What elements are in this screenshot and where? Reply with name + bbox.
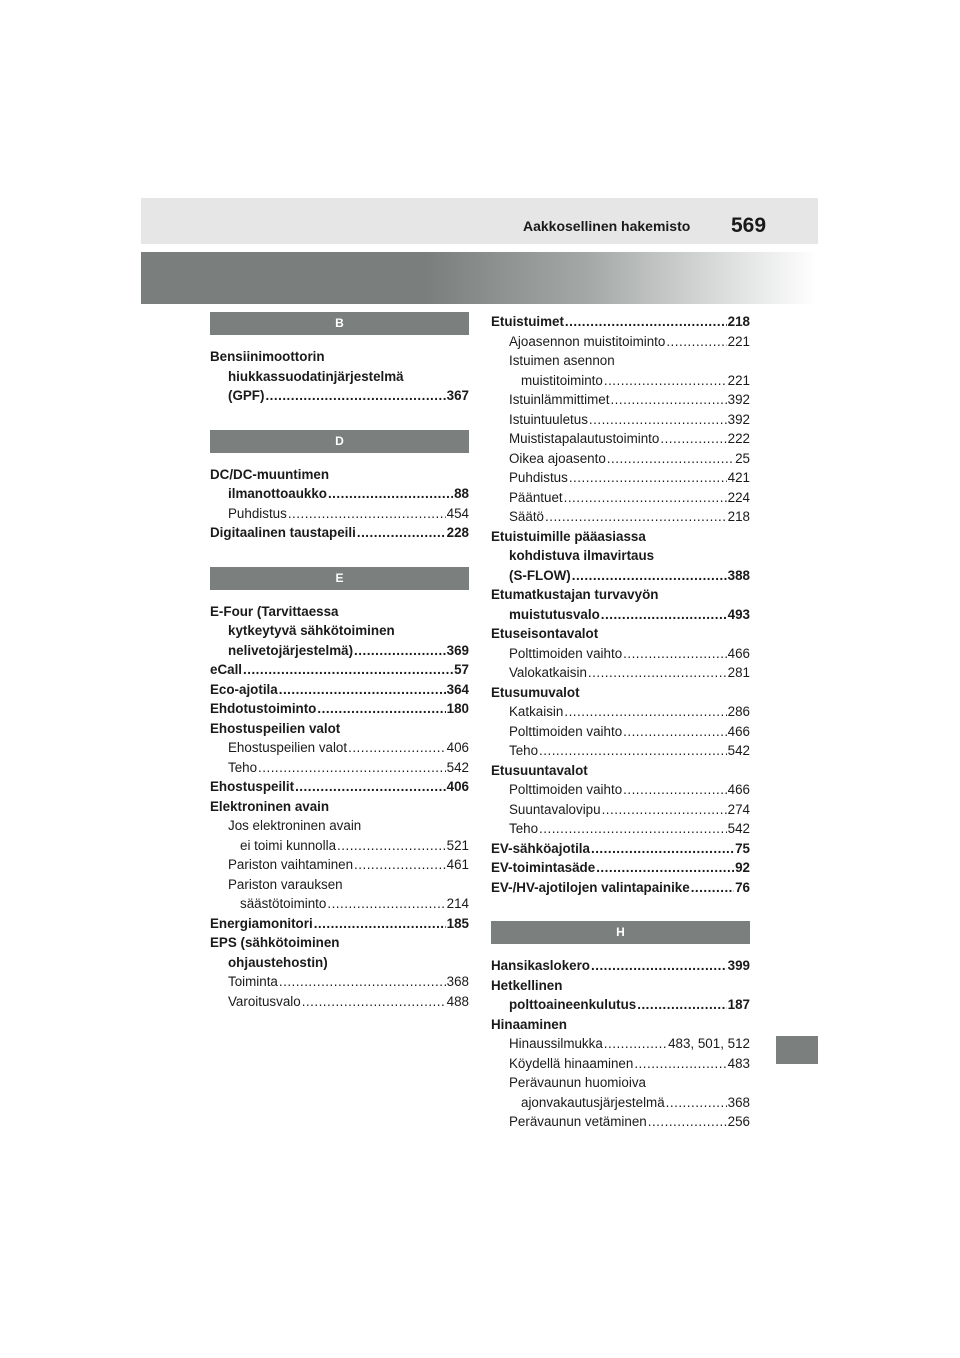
index-entry-term: Suuntavalovipu xyxy=(509,801,601,817)
index-entry-page: 542 xyxy=(727,821,750,836)
index-entry xyxy=(210,914,469,934)
index-entry xyxy=(210,777,469,797)
dot-leader xyxy=(602,800,727,820)
section-header-h: H xyxy=(491,921,750,944)
index-entry-page: 281 xyxy=(727,665,750,680)
index-entry-page: 228 xyxy=(446,525,469,540)
dot-leader xyxy=(666,1093,727,1113)
index-entry-page: 57 xyxy=(454,662,469,677)
index-heading: EPS (sähkötoiminen xyxy=(210,935,340,950)
dot-leader xyxy=(258,758,446,778)
index-entry xyxy=(491,371,750,391)
index-column-right xyxy=(491,312,750,1132)
index-heading: E-Four (Tarvittaessa xyxy=(210,603,339,619)
header-banner xyxy=(141,252,818,304)
dot-leader xyxy=(354,641,446,661)
index-entry-term: Teho xyxy=(228,759,258,775)
dot-leader xyxy=(604,1034,667,1054)
index-entry xyxy=(210,855,469,875)
index-entry-term: Eco-ajotila xyxy=(210,681,278,697)
index-entry xyxy=(210,386,469,406)
index-entry-term: Perävaunun vetäminen xyxy=(509,1114,647,1129)
index-entry-page: 274 xyxy=(727,801,750,817)
dot-leader xyxy=(588,663,727,683)
dot-leader xyxy=(666,332,726,352)
dot-leader xyxy=(279,972,446,992)
index-entry-term: Hansikaslokero xyxy=(491,958,590,973)
index-entry xyxy=(210,523,469,543)
index-entry-term: Istuinlämmittimet xyxy=(509,392,610,407)
index-entry-page: 187 xyxy=(727,997,750,1012)
index-entry-term: Ehdotustoiminto xyxy=(210,701,317,716)
dot-leader xyxy=(623,644,727,664)
index-entry-term: Toiminta xyxy=(228,974,278,989)
index-entry-page: 466 xyxy=(727,723,750,739)
index-entry-term: Teho xyxy=(509,821,539,836)
index-entry-term: muistutusvalo xyxy=(509,606,600,622)
index-entry-page: 256 xyxy=(727,1114,750,1129)
index-entry-term: muistitoiminto xyxy=(521,372,603,388)
dot-leader xyxy=(317,699,445,719)
dot-leader xyxy=(564,702,726,722)
index-entry-term: säästötoiminto xyxy=(240,896,327,911)
index-entry-page: 221 xyxy=(727,372,750,388)
dot-leader xyxy=(569,468,727,488)
index-entry xyxy=(210,972,469,992)
index-entry xyxy=(210,680,469,700)
index-heading: Jos elektroninen avain xyxy=(228,818,362,833)
index-entry-term: Polttimoiden vaihto xyxy=(509,645,623,661)
dot-leader xyxy=(596,858,734,878)
index-entry-page: 461 xyxy=(446,857,469,872)
index-heading: Hetkellinen xyxy=(491,977,563,993)
index-entry xyxy=(491,566,750,586)
dot-leader xyxy=(572,566,727,586)
dot-leader xyxy=(607,449,734,469)
index-heading: kohdistuva ilmavirtaus xyxy=(509,548,655,563)
dot-leader xyxy=(314,914,446,934)
index-heading: Bensiinimoottorin xyxy=(210,349,325,364)
index-entry-page: 521 xyxy=(446,837,469,853)
dot-leader xyxy=(327,894,445,914)
dot-leader xyxy=(337,836,446,856)
dot-leader xyxy=(634,1054,726,1074)
index-entry-term: Etuistuimet xyxy=(491,314,564,329)
index-entry-page: 286 xyxy=(727,704,750,719)
index-entry-term: Istuintuuletus xyxy=(509,411,588,427)
page-header xyxy=(141,198,818,244)
dot-leader xyxy=(623,780,727,800)
index-entry xyxy=(491,449,750,469)
index-heading: Pariston varauksen xyxy=(228,876,343,892)
index-entry-page: 368 xyxy=(446,974,469,989)
index-entry-page: 406 xyxy=(446,779,469,794)
index-entry-term: EV-/HV-ajotilojen valintapainike xyxy=(491,879,690,895)
dot-leader xyxy=(243,660,453,680)
index-entry-term: Valokatkaisin xyxy=(509,665,587,680)
index-entry-page: 25 xyxy=(735,450,750,466)
index-heading: Perävaunun huomioiva xyxy=(509,1075,646,1090)
index-entry xyxy=(491,1034,750,1054)
dot-leader xyxy=(288,504,446,524)
index-entry xyxy=(491,1054,750,1074)
index-entry-page: 224 xyxy=(727,489,750,505)
index-entry-page: 185 xyxy=(446,915,469,931)
index-entry xyxy=(210,758,469,778)
index-entry-term: nelivetojärjestelmä) xyxy=(228,642,354,658)
dot-leader xyxy=(265,386,445,406)
index-heading: kytkeytyvä sähkötoiminen xyxy=(228,623,395,638)
header-title: Aakkosellinen hakemisto xyxy=(523,218,691,234)
dot-leader xyxy=(539,741,727,761)
index-entry-term: Pariston vaihtaminen xyxy=(228,857,354,872)
chapter-tab xyxy=(776,1036,818,1064)
index-heading: Etuistuimille pääasiassa xyxy=(491,528,646,544)
index-entry xyxy=(491,312,750,332)
index-entry-term: Polttimoiden vaihto xyxy=(509,723,623,739)
dot-leader xyxy=(589,410,727,430)
index-entry xyxy=(491,488,750,508)
index-heading: Etusuuntavalot xyxy=(491,762,588,778)
dot-leader xyxy=(604,371,727,391)
index-heading: ohjaustehostin) xyxy=(228,954,328,970)
index-heading: Ehostuspeilien valot xyxy=(210,720,341,736)
index-entry-page: 542 xyxy=(446,759,469,775)
index-entry-page: 466 xyxy=(727,645,750,661)
index-entry-page: 92 xyxy=(735,860,750,875)
index-entry-page: 493 xyxy=(727,606,750,622)
index-entry xyxy=(491,644,750,664)
dot-leader xyxy=(601,605,727,625)
dot-leader xyxy=(295,777,446,797)
index-entry-term: Pääntuet xyxy=(509,489,563,505)
index-entry xyxy=(491,780,750,800)
index-entry-page: 180 xyxy=(446,701,469,716)
index-entry-page: 369 xyxy=(446,642,469,658)
index-entry-page: 483, 501, 512 xyxy=(668,1036,750,1051)
index-entry-page: 392 xyxy=(727,411,750,427)
index-entry-term: Digitaalinen taustapeili xyxy=(210,525,356,540)
index-entry-page: 399 xyxy=(727,958,750,973)
index-entry-term: Varoitusvalo xyxy=(228,993,301,1009)
index-entry-page: 483 xyxy=(727,1055,750,1071)
index-entry xyxy=(491,839,750,859)
index-entry-term: eCall xyxy=(210,662,243,677)
index-entry-page: 406 xyxy=(446,740,469,755)
index-entry-page: 367 xyxy=(446,388,469,403)
index-heading: DC/DC-muuntimen xyxy=(210,466,330,482)
index-heading: Etuseisontavalot xyxy=(491,626,599,641)
index-entry-page: 368 xyxy=(727,1094,750,1110)
index-entry-term: Ajoasennon muistitoiminto xyxy=(509,333,666,349)
index-entry-term: (GPF) xyxy=(228,388,265,403)
dot-leader xyxy=(591,839,734,859)
index-entry-page: 542 xyxy=(727,743,750,758)
dot-leader xyxy=(302,992,446,1012)
index-entry xyxy=(491,390,750,410)
index-entry xyxy=(210,660,469,680)
index-entry xyxy=(491,468,750,488)
index-entry xyxy=(491,332,750,352)
index-entry-term: Ehostuspeilien valot xyxy=(228,740,348,755)
section-header-e: E xyxy=(210,567,469,590)
index-entry-term: EV-sähköajotila xyxy=(491,840,590,856)
index-heading: Istuimen asennon xyxy=(509,353,615,368)
index-entry xyxy=(491,995,750,1015)
index-entry-term: (S-FLOW) xyxy=(509,567,571,583)
index-entry-term: polttoaineenkulutus xyxy=(509,997,637,1012)
index-heading: Etumatkustajan turvavyön xyxy=(491,587,659,602)
index-entry-term: ajonvakautusjärjestelmä xyxy=(521,1094,665,1110)
dot-leader xyxy=(591,956,727,976)
index-entry xyxy=(491,858,750,878)
index-entry-term: Köydellä hinaaminen xyxy=(509,1055,634,1071)
dot-leader xyxy=(637,995,726,1015)
index-entry-page: 488 xyxy=(446,993,469,1009)
index-entry-page: 76 xyxy=(735,879,750,895)
index-entry xyxy=(210,641,469,661)
index-entry-term: ilmanottoaukko xyxy=(228,486,327,501)
index-entry-page: 218 xyxy=(727,314,750,329)
index-entry xyxy=(210,738,469,758)
index-entry-page: 421 xyxy=(727,470,750,485)
dot-leader xyxy=(610,390,726,410)
index-entry-page: 364 xyxy=(446,681,469,697)
index-entry-term: ei toimi kunnolla xyxy=(240,837,337,853)
dot-leader xyxy=(623,722,727,742)
dot-leader xyxy=(328,484,453,504)
index-entry xyxy=(491,800,750,820)
dot-leader xyxy=(539,819,727,839)
index-entry-page: 454 xyxy=(446,505,469,521)
index-heading: Hinaaminen xyxy=(491,1016,567,1032)
page-number: 569 xyxy=(731,214,767,237)
index-heading: hiukkassuodatinjärjestelmä xyxy=(228,368,404,384)
dot-leader xyxy=(348,738,446,758)
dot-leader xyxy=(545,507,727,527)
index-heading: Etusumuvalot xyxy=(491,684,580,700)
dot-leader xyxy=(354,855,446,875)
index-entry xyxy=(491,605,750,625)
index-entry xyxy=(491,410,750,430)
index-entry-term: Polttimoiden vaihto xyxy=(509,782,623,797)
index-entry xyxy=(491,741,750,761)
index-entry xyxy=(491,1112,750,1132)
dot-leader xyxy=(691,878,734,898)
index-entry-term: Muististapalautustoiminto xyxy=(509,431,660,446)
index-entry-term: Puhdistus xyxy=(509,470,568,485)
section-header-d: D xyxy=(210,430,469,453)
dot-leader xyxy=(660,429,726,449)
index-entry-page: 388 xyxy=(727,567,750,583)
index-entry xyxy=(491,702,750,722)
index-entry-term: Säätö xyxy=(509,509,544,524)
index-entry-page: 218 xyxy=(727,509,750,524)
index-entry xyxy=(210,699,469,719)
index-entry-page: 466 xyxy=(727,782,750,797)
index-entry xyxy=(210,836,469,856)
index-entry xyxy=(491,507,750,527)
index-entry-page: 75 xyxy=(735,840,750,856)
index-column-left xyxy=(210,312,469,1011)
index-entry-term: Katkaisin xyxy=(509,704,564,719)
index-entry xyxy=(210,484,469,504)
index-entry xyxy=(210,504,469,524)
dot-leader xyxy=(279,680,446,700)
index-entry-term: Ehostuspeilit xyxy=(210,779,295,794)
index-entry xyxy=(491,878,750,898)
index-entry-page: 221 xyxy=(727,333,750,349)
index-entry-term: EV-toimintasäde xyxy=(491,860,596,875)
index-entry-term: Hinaussilmukka xyxy=(509,1036,603,1051)
dot-leader xyxy=(357,523,446,543)
dot-leader xyxy=(565,312,727,332)
index-entry-term: Oikea ajoasento xyxy=(509,450,606,466)
index-entry xyxy=(210,894,469,914)
dot-leader xyxy=(648,1112,727,1132)
index-entry xyxy=(491,956,750,976)
index-entry xyxy=(210,992,469,1012)
index-entry-page: 392 xyxy=(727,392,750,407)
index-entry-page: 222 xyxy=(727,431,750,446)
index-entry xyxy=(491,1093,750,1113)
index-heading: Elektroninen avain xyxy=(210,798,330,814)
section-header-b: B xyxy=(210,312,469,335)
index-entry-term: Puhdistus xyxy=(228,505,287,521)
index-entry-page: 88 xyxy=(454,486,469,501)
index-entry-term: Energiamonitori xyxy=(210,915,313,931)
index-entry-page: 214 xyxy=(446,896,469,911)
index-entry xyxy=(491,663,750,683)
index-entry xyxy=(491,429,750,449)
index-entry-term: Teho xyxy=(509,743,539,758)
index-entry xyxy=(491,722,750,742)
dot-leader xyxy=(564,488,727,508)
index-entry xyxy=(491,819,750,839)
